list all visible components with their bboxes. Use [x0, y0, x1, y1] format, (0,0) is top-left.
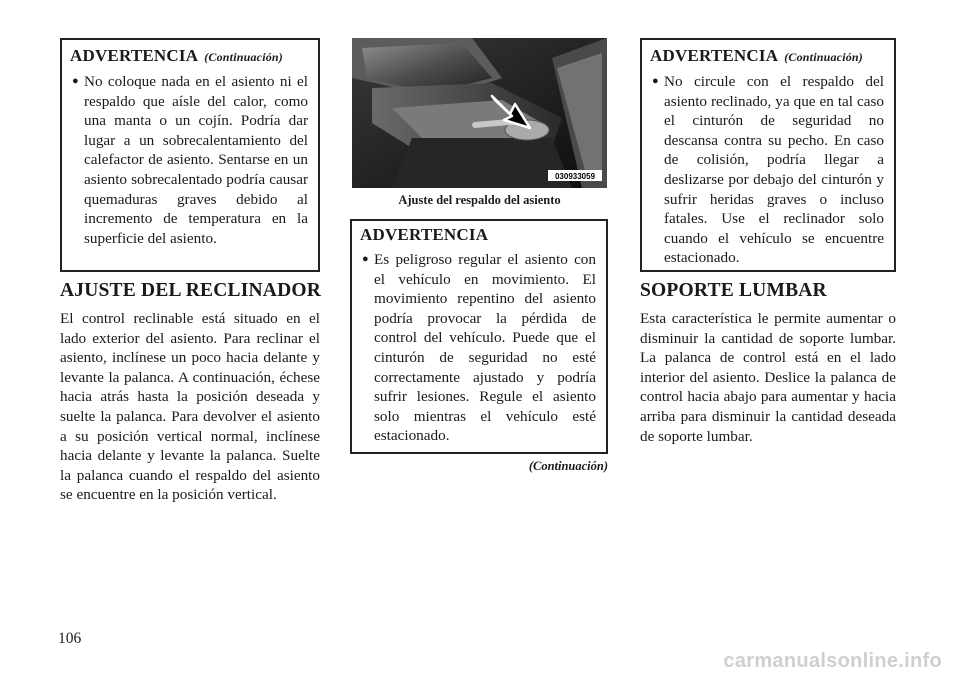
warning-box-heat [60, 38, 320, 272]
bullet-icon: ● [652, 75, 659, 87]
section-heading-recliner: AJUSTE DEL RECLINADOR [60, 280, 322, 301]
warning-continued-label: (Continuación) [204, 50, 284, 64]
warning-title: ADVERTENCIA (Continuación) [650, 46, 864, 65]
section-heading-lumbar: SOPORTE LUMBAR [640, 280, 827, 301]
recliner-paragraph: El control reclinable está situado en el lado exterior del asiento. Para reclinar el asiento, inclínese un poco hacia delante y levante la palanca. A continuación, échese hacia atrás hasta la posición deseada y suelte la palanca. Para devolver el asiento a su posición vertical normal, inclínese hacia delante y levante la palanca. Suelte la palanca cuando el respaldo del asiento se encuentre en la posición vertical. [60, 310, 320, 504]
warning-bullet [70, 72, 308, 248]
warning-text: No circule con el respaldo del asiento reclinado, ya que en tal caso el cinturón de seguridad no descansa contra su pecho. En caso de colisión, podría llegar a deslizarse por debajo del cinturón y sufrir heridas graves o incluso fatales. Use el reclinador solo cuando el vehículo se encuentre estacionado. [664, 73, 884, 267]
warning-text: No coloque nada en el asiento ni el respaldo que aísle del calor, como una manta o un cojín. Podría dar lugar a un sobrecalentamiento del calefactor de asiento. Sentarse en un asiento sobrecalentado podría causar quemaduras graves debido al incremento de temperatura en la superficie del asiento. [84, 73, 308, 247]
warning-title: ADVERTENCIA (Continuación) [70, 46, 284, 65]
seat-recliner-illustration [352, 38, 607, 188]
warning-continued-label: (Continuación) [784, 50, 864, 64]
warning-bullet [360, 250, 596, 446]
warning-box-moving [350, 219, 608, 454]
warning-box-reclined [640, 38, 896, 272]
page-number: 106 [58, 630, 82, 647]
bullet-icon: ● [362, 253, 369, 265]
bullet-icon: ● [72, 75, 79, 87]
watermark: carmanualsonline.info [723, 650, 942, 672]
warning-text: Es peligroso regular el asiento con el vehículo en movimiento. El movimiento repentino del asiento podría provocar la pérdida de control del vehículo. Puede que el cinturón de seguridad no esté correctamente ajustado y podría sufrir lesiones. Regule el asiento solo mientras el vehículo esté estacionado. [374, 251, 596, 445]
continuation-note: (Continuación) [528, 459, 608, 473]
warning-bullet [650, 72, 884, 268]
lumbar-paragraph: Esta característica le permite aumentar o disminuir la cantidad de soporte lumbar. La palanca de control está en el lado interior del asiento. Deslice la palanca de control hacia abajo para aumentar y hacia arriba para disminuir la cantidad deseada de soporte lumbar. [640, 310, 896, 445]
figure-caption: Ajuste del respaldo del asiento [398, 193, 561, 207]
figure-code: 030933059 [554, 172, 596, 181]
warning-title: ADVERTENCIA [360, 225, 489, 244]
